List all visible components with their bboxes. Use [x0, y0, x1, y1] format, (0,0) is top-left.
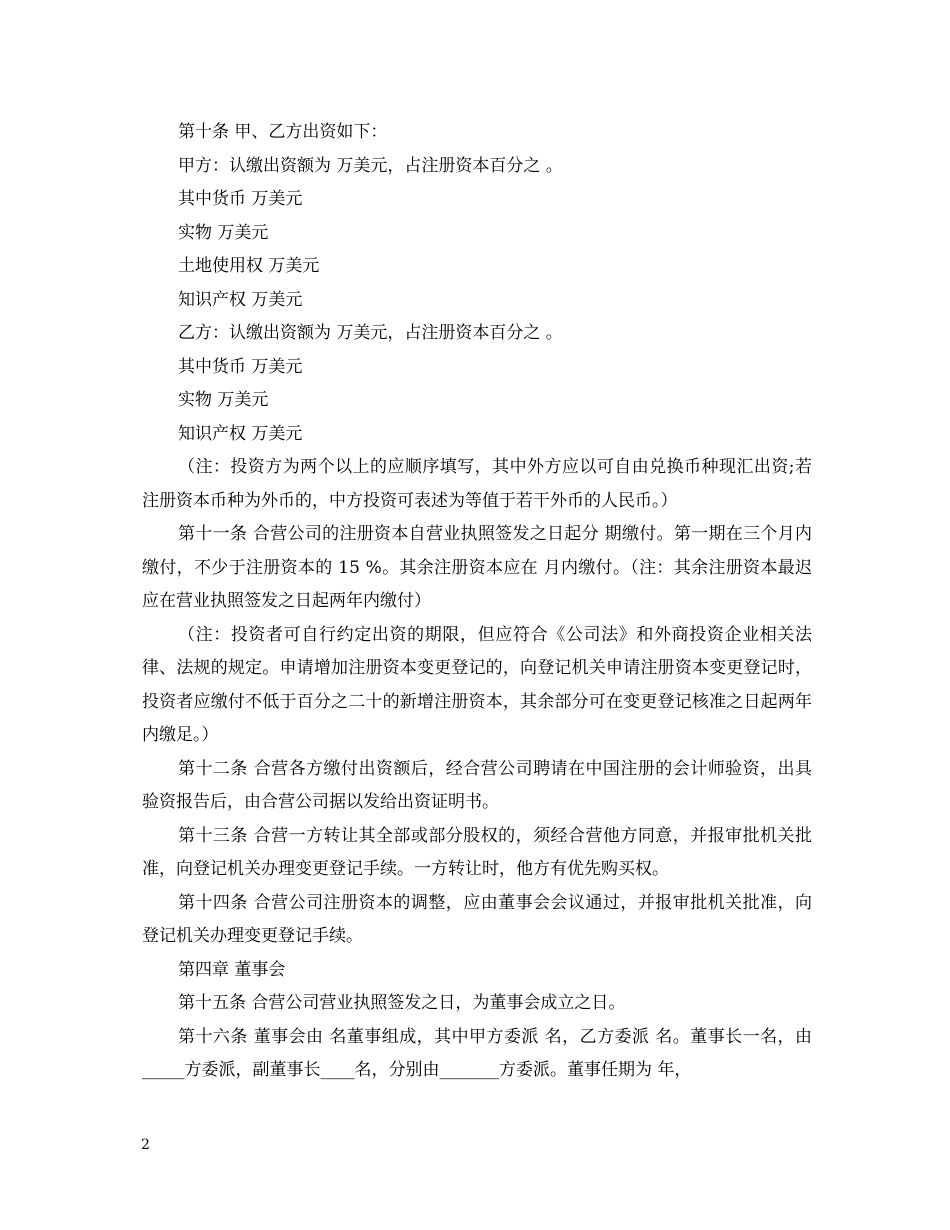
paragraph-article-16: 第十六条 董事会由 名董事组成，其中甲方委派 名，乙方委派 名。董事长一名，由_____方委派，副董事长____名，分别由_______方委派。董事任期为 年， [142, 1026, 812, 1080]
paragraph-article-14: 第十四条 合营公司注册资本的调整，应由董事会会议通过，并报审批机关批准，向登记机关办理变更登记手续。 [142, 892, 812, 946]
paragraph-party-a-contribution: 甲方：认缴出资额为 万美元，占注册资本百分之 。 [178, 155, 563, 176]
chapter-4-heading: 第四章 董事会 [178, 959, 286, 980]
paragraph-party-b-currency: 其中货币 万美元 [178, 356, 303, 377]
paragraph-party-a-currency: 其中货币 万美元 [178, 189, 303, 209]
paragraph-article-13: 第十三条 合营一方转让其全部或部分股权的，须经合营他方同意，并报审批机关批准，向登记机关办理变更登记手续。一方转让时，他方有优先购买权。 [142, 825, 812, 879]
paragraph-article-11: 第十一条 合营公司的注册资本自营业执照签发之日起分 期缴付。第一期在三个月内缴付，不少于注册资本的 15 %。其余注册资本应在 月内缴付。（注：其余注册资本最迟应在营业执照签发之日起两年内缴付） [142, 524, 812, 611]
page-number: 2 [141, 1137, 150, 1153]
paragraph-party-a-intellectual-property: 知识产权 万美元 [178, 289, 303, 310]
paragraph-party-a-in-kind: 实物 万美元 [178, 222, 269, 243]
paragraph-party-a-land-use-right: 土地使用权 万美元 [178, 256, 320, 276]
paragraph-article-10-heading: 第十条 甲、乙方出资如下： [178, 122, 388, 142]
paragraph-note-contribution-period: （注：投资者可自行约定出资的期限，但应符合《公司法》和外商投资企业相关法律、法规的规定。申请增加注册资本变更登记的，向登记机关申请注册资本变更登记时，投资者应缴付不低于百分之二十的新增注册资本，其余部分可在变更登记核准之日起两年内缴足。） [142, 624, 812, 745]
paragraph-party-b-contribution: 乙方：认缴出资额为 万美元，占注册资本百分之 。 [178, 323, 563, 343]
paragraph-party-b-in-kind: 实物 万美元 [178, 390, 269, 410]
paragraph-party-b-intellectual-property: 知识产权 万美元 [178, 423, 303, 444]
paragraph-article-15: 第十五条 合营公司营业执照签发之日，为董事会成立之日。 [178, 993, 626, 1013]
paragraph-article-12: 第十二条 合营各方缴付出资额后，经合营公司聘请在中国注册的会计师验资，出具验资报告后，由合营公司据以发给出资证明书。 [142, 758, 812, 812]
document-body [142, 116, 812, 1088]
paragraph-note-investors: （注：投资方为两个以上的应顺序填写，其中外方应以可自由兑换币种现汇出资;若注册资本币种为外币的，中方投资可表述为等值于若干外币的人民币。） [142, 457, 812, 511]
